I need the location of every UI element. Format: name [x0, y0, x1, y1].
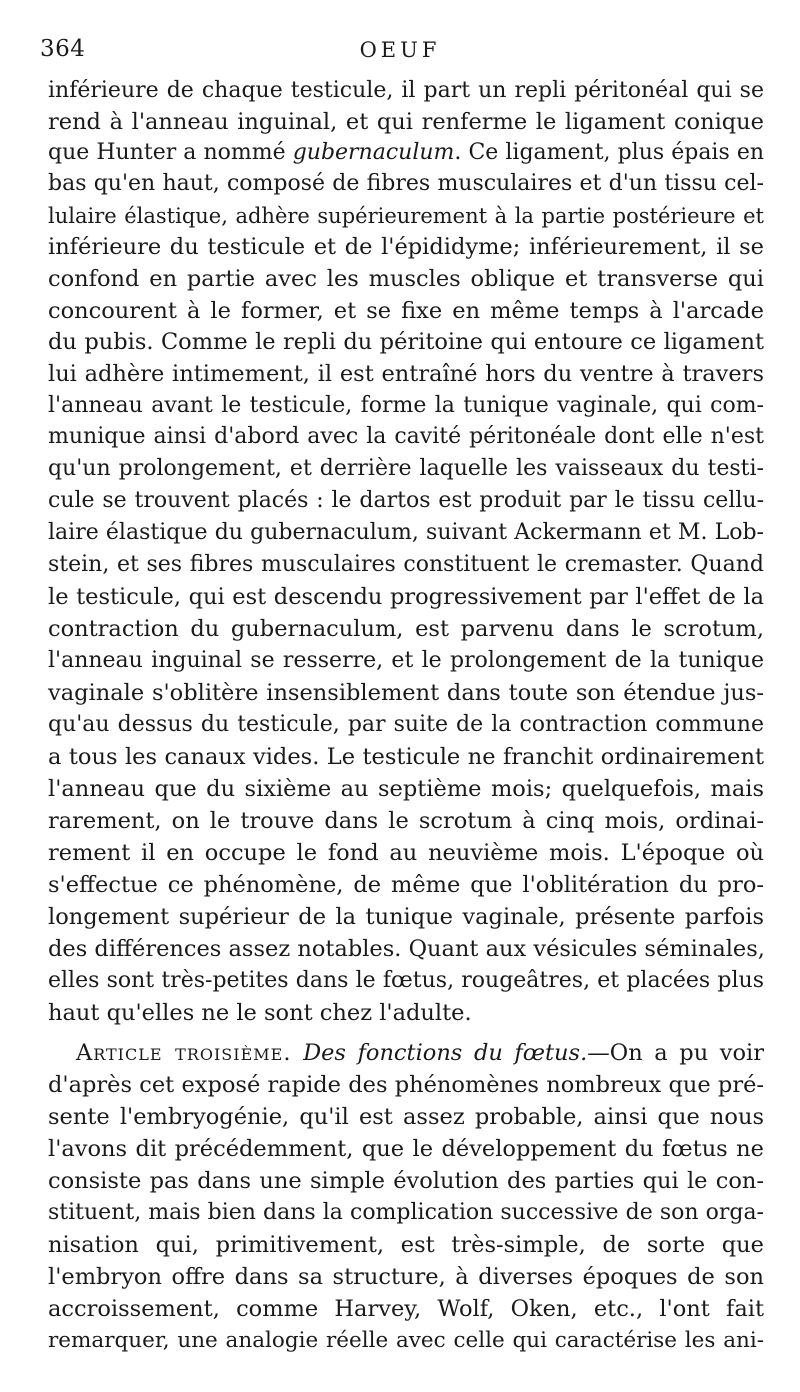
- text-line: l'avons dit précédemment, que le développement du fœtus ne: [48, 1136, 764, 1162]
- text-line: sente l'embryogénie, qu'il est assez probable, ainsi que nous: [48, 1104, 764, 1130]
- text-line: bas qu'en haut, composé de fibres musculaires et d'un tissu cel-: [48, 171, 764, 196]
- article-title: Des fonctions du fœtus.: [303, 1040, 588, 1066]
- text-line: elles sont très-petites dans le fœtus, rougeâtres, et placées plus: [48, 968, 764, 993]
- text-line: cule se trouvent placés : le dartos est produit par le tissu cellu-: [48, 488, 764, 513]
- text-line: s'effectue ce phénomène, de même que l'oblitération du pro-: [48, 872, 764, 898]
- text-line: stituent, mais bien dans la complication successive de son orga-: [48, 1200, 764, 1225]
- text-line: lui adhère intimement, il est entraîné hors du ventre à travers: [48, 361, 764, 387]
- text-line: laire élastique du gubernaculum, suivant Ackermann et M. Lob-: [48, 520, 764, 545]
- text-line: concourent à le former, et se fixe en même temps à l'arcade: [48, 298, 764, 324]
- text-line: vaginale s'oblitère insensiblement dans toute son étendue jus-: [48, 680, 764, 706]
- running-title: OEUF: [359, 38, 441, 62]
- text-line: l'embryon offre dans sa structure, à diverses époques de son: [48, 1264, 764, 1290]
- text-line: rend à l'anneau inguinal, et qui renferme le ligament conique: [48, 109, 764, 135]
- text-line: stein, et ses fibres musculaires constituent le cremaster. Quand: [48, 552, 764, 577]
- text-line: confond en partie avec les muscles oblique et transverse qui: [48, 266, 764, 292]
- article-lead-text: —On a pu voir: [587, 1040, 764, 1066]
- text-line: a tous les canaux vides. Le testicule ne franchit ordinairement: [48, 744, 764, 770]
- text-line: accroissement, comme Harvey, Wolf, Oken, etc., l'ont fait: [48, 1296, 764, 1322]
- text-line: munique ainsi d'abord avec la cavité péritonéale dont elle n'est: [48, 424, 764, 449]
- text-line: des différences assez notables. Quant aux vésicules séminales,: [48, 936, 765, 962]
- article-label: Article troisième.: [76, 1040, 292, 1066]
- text-line: rement il en occupe le fond au neuvième mois. L'époque où: [48, 840, 764, 866]
- text-line: remarquer, une analogie réelle avec celle qui caractérise les ani-: [48, 1328, 764, 1353]
- text-fragment: que Hunter a nommé: [48, 140, 293, 165]
- text-line: d'après cet exposé rapide des phénomènes nombreux que pré-: [48, 1072, 764, 1098]
- italic-term: gubernaculum: [292, 140, 455, 165]
- text-line: longement supérieur de la tunique vaginale, présente parfois: [48, 904, 764, 930]
- page-number: 364: [40, 36, 86, 62]
- text-line: haut qu'elles ne le sont chez l'adulte.: [48, 1000, 472, 1026]
- text-line: l'anneau avant le testicule, forme la tunique vaginale, qui com-: [48, 393, 764, 418]
- section-heading-line: [76, 1038, 764, 1068]
- text-line: nisation qui, primitivement, est très-simple, de sorte que: [48, 1232, 764, 1258]
- text-fragment: . Ce ligament, plus épais en: [454, 140, 765, 165]
- text-line: inférieure de chaque testicule, il part un repli péritonéal qui se: [48, 78, 764, 103]
- text-line: consiste pas dans une simple évolution des parties qui le con-: [48, 1168, 764, 1194]
- text-line: rarement, on le trouve dans le scrotum à cinq mois, ordinai-: [48, 808, 764, 834]
- text-line: qu'au dessus du testicule, par suite de la contraction commune: [48, 712, 764, 737]
- text-line: [48, 138, 764, 168]
- text-line: inférieure du testicule et de l'épididyme; inférieurement, il se: [48, 234, 764, 260]
- text-line: le testicule, qui est descendu progressivement par l'effet de la: [48, 584, 764, 610]
- text-line: l'anneau que du sixième au septième mois; quelquefois, mais: [48, 776, 764, 802]
- text-line: contraction du gubernaculum, est parvenu dans le scrotum,: [48, 616, 764, 642]
- text-line: lulaire élastique, adhère supérieurement à la partie postérieure et: [48, 204, 764, 228]
- text-line: l'anneau inguinal se resserre, et le prolongement de la tunique: [48, 648, 764, 673]
- text-line: du pubis. Comme le repli du péritoine qui entoure ce ligament: [48, 329, 764, 355]
- text-line: qu'un prolongement, et derrière laquelle les vaisseaux du testi-: [48, 456, 764, 481]
